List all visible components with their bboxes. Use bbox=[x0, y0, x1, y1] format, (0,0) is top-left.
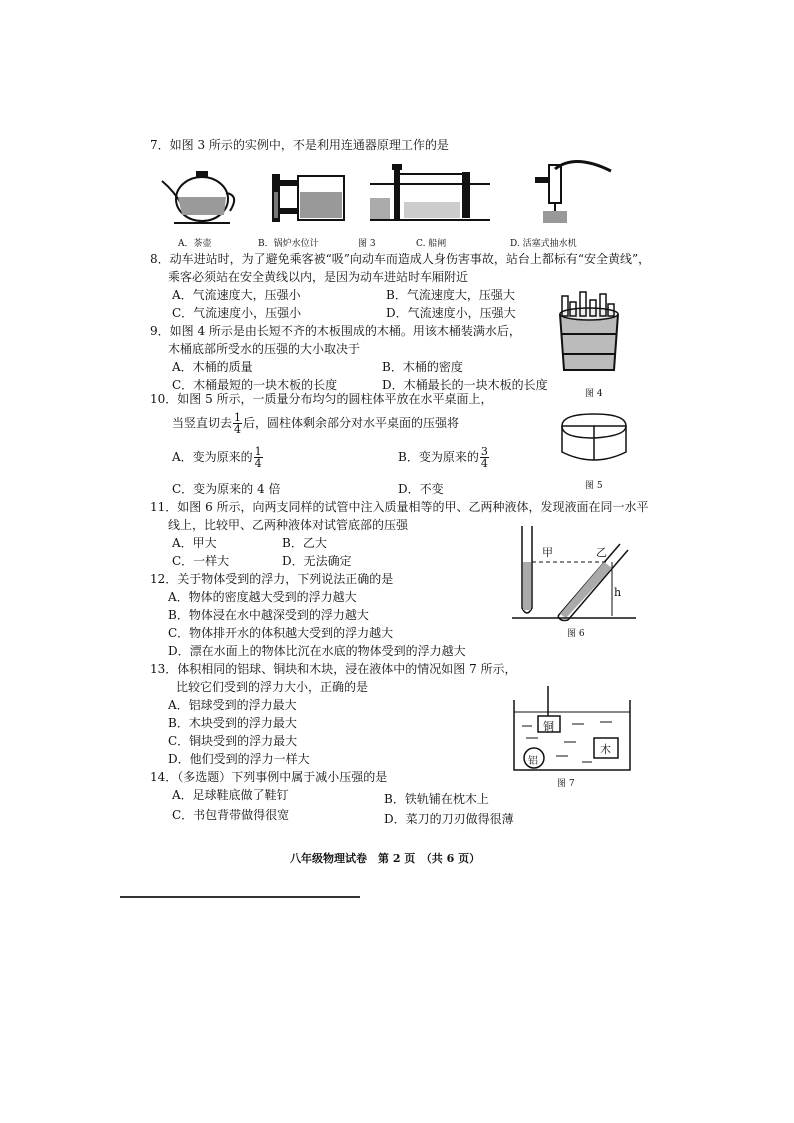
q8-stem-line1: 8．动车进站时，为了避免乘客被“吸”向动车而造成人身伤害事故，站台上都标有“安全黄线”， bbox=[150, 252, 651, 266]
cylinder-figure bbox=[560, 412, 630, 468]
q7-caption-b: B．锅炉水位计 bbox=[258, 239, 319, 249]
q13-label-wood: 木 bbox=[600, 743, 611, 756]
q13-stem-line2: 比较它们受到的浮力大小，正确的是 bbox=[176, 680, 369, 694]
page-footer: 八年级物理试卷 第 2 页 （共 6 页） bbox=[290, 852, 481, 865]
q14-option-a: A．足球鞋底做了鞋钉 bbox=[172, 788, 289, 802]
boiler-gauge-figure bbox=[268, 170, 348, 226]
q7-stem: 7．如图 3 所示的实例中，不是利用连通器原理工作的是 bbox=[150, 138, 449, 152]
q11-stem-line2: 线上，比较甲、乙两种液体对试管底部的压强 bbox=[168, 518, 409, 532]
q13-figure-label: 图 7 bbox=[557, 779, 575, 789]
q14-option-d: D．菜刀的刀刃做得很薄 bbox=[384, 812, 514, 826]
q7-figure-label: 图 3 bbox=[358, 239, 376, 249]
test-tubes-figure bbox=[512, 524, 636, 620]
q9-option-c: C．木桶最短的一块木板的长度 bbox=[172, 378, 338, 392]
q7-caption-d: D. 活塞式抽水机 bbox=[510, 239, 577, 249]
q11-figure-label: 图 6 bbox=[567, 629, 585, 639]
q8-option-c: C．气流速度小，压强小 bbox=[172, 306, 302, 320]
q9-option-d: D．木桶最长的一块木板的长度 bbox=[382, 378, 548, 392]
q13-option-b: B．木块受到的浮力最大 bbox=[168, 716, 297, 730]
pump-figure bbox=[515, 155, 615, 227]
ship-lock-figure bbox=[370, 162, 490, 224]
q13-stem-line1: 13．体积相同的铝球、铜块和木块，浸在液体中的情况如图 7 所示， bbox=[150, 662, 517, 676]
q10-option-c: C．变为原来的 4 倍 bbox=[172, 482, 281, 496]
q8-option-b: B．气流速度大，压强大 bbox=[386, 288, 515, 302]
q11-option-d: D．无法确定 bbox=[282, 554, 352, 568]
q9-stem-line1: 9．如图 4 所示是由长短不齐的木板围成的木桶。用该木桶装满水后， bbox=[150, 324, 521, 338]
q7-caption-c: C. 船闸 bbox=[416, 239, 447, 249]
q7-caption-a: A．茶壶 bbox=[178, 239, 212, 249]
q10-option-a: A．变为原来的 $\frac{1}{4}$ bbox=[172, 445, 262, 470]
q11-stem-line1: 11．如图 6 所示，向两支同样的试管中注入质量相等的甲、乙两种液体，发现液面在同一水平 bbox=[150, 500, 649, 514]
q14-stem: 14．（多选题）下列事例中属于减小压强的是 bbox=[150, 770, 388, 784]
q10-stem-line2: 当竖直切去 $\frac{1}{4}$ 后，圆柱体剩余部分对水平桌面的压强将 bbox=[172, 411, 460, 436]
q9-option-b: B．木桶的密度 bbox=[382, 360, 463, 374]
q12-option-b: B．物体浸在水中越深受到的浮力越大 bbox=[168, 608, 369, 622]
q8-stem-line2: 乘客必须站在安全黄线以内，是因为动车进站时车厢附近 bbox=[168, 270, 469, 284]
q12-option-d: D．漂在水面上的物体比沉在水底的物体受到的浮力越大 bbox=[168, 644, 466, 658]
q10-fraction: $\frac{1}{4}$ bbox=[234, 411, 242, 436]
q12-option-a: A．物体的密度越大受到的浮力越大 bbox=[168, 590, 357, 604]
q11-label-yi: 乙 bbox=[596, 546, 607, 559]
q12-option-c: C．物体排开水的体积越大受到的浮力越大 bbox=[168, 626, 394, 640]
q11-option-c: C．一样大 bbox=[172, 554, 230, 568]
q8-option-d: D．气流速度小，压强大 bbox=[386, 306, 516, 320]
q13-option-c: C．铜块受到的浮力最大 bbox=[168, 734, 298, 748]
q13-option-d: D．他们受到的浮力一样大 bbox=[168, 752, 310, 766]
q9-figure-label: 图 4 bbox=[585, 389, 603, 399]
q10-option-b: B．变为原来的 $\frac{3}{4}$ bbox=[398, 445, 488, 470]
q11-label-jia: 甲 bbox=[542, 546, 553, 559]
q13-option-a: A．铝球受到的浮力最大 bbox=[168, 698, 297, 712]
q11-option-b: B．乙大 bbox=[282, 536, 327, 550]
q12-stem: 12．关于物体受到的浮力，下列说法正确的是 bbox=[150, 572, 394, 586]
q14-option-b: B．铁轨铺在枕木上 bbox=[384, 792, 489, 806]
q10-option-d: D．不变 bbox=[398, 482, 444, 496]
q8-option-a: A．气流速度大，压强小 bbox=[172, 288, 301, 302]
q10-stem-line1: 10．如图 5 所示，一质量分布均匀的圆柱体平放在水平桌面上， bbox=[150, 392, 493, 406]
q9-stem-line2: 木桶底部所受水的压强的大小取决于 bbox=[168, 342, 361, 356]
wooden-bucket-figure bbox=[556, 290, 622, 376]
q14-option-c: C．书包背带做得很宽 bbox=[172, 808, 290, 822]
q9-option-a: A．木桶的质量 bbox=[172, 360, 253, 374]
q11-label-h: h bbox=[614, 586, 622, 599]
q10-figure-label: 图 5 bbox=[585, 481, 603, 491]
q13-label-aluminum: 铝 bbox=[528, 756, 538, 767]
q11-option-a: A．甲大 bbox=[172, 536, 217, 550]
teapot-figure bbox=[160, 165, 240, 227]
q13-label-copper: 铜 bbox=[543, 720, 554, 733]
footer-divider bbox=[120, 896, 360, 898]
